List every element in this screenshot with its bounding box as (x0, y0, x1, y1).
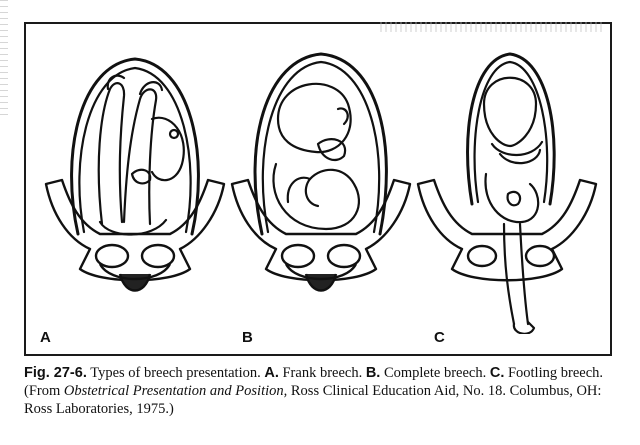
panel-complete-breech (226, 34, 416, 334)
scan-edge-artifact (0, 0, 8, 120)
caption-intro: Types of breech presentation. (86, 365, 265, 381)
caption-source-title: Obstetrical Presentation and Position, (63, 383, 288, 399)
panel-label-c: C (434, 329, 445, 346)
caption-fig-number: Fig. 27-6. (24, 365, 87, 381)
caption-a-text: Frank breech. (278, 365, 366, 381)
complete-breech-illustration (226, 34, 416, 334)
panel-label-b: B (242, 329, 253, 346)
scan-noise-artifact (380, 22, 605, 32)
panel-label-a: A (40, 329, 51, 346)
frank-breech-illustration (40, 34, 230, 334)
figure-frame (24, 22, 612, 356)
caption-c-text: Footling breech. (From (24, 365, 604, 399)
panel-footling-breech (412, 34, 602, 334)
caption-b-letter: B. (365, 365, 381, 381)
caption-source-rest: Ross Clinical Education Aid, No. 18. Columbus, OH: Ross Laboratories, 1975.) (24, 383, 602, 417)
footling-breech-illustration (412, 34, 602, 334)
figure-caption (24, 364, 616, 418)
caption-c-letter: C. (489, 365, 505, 381)
caption-a-letter: A. (264, 365, 279, 381)
panel-frank-breech (40, 34, 230, 334)
caption-b-text: Complete breech. (380, 365, 490, 381)
